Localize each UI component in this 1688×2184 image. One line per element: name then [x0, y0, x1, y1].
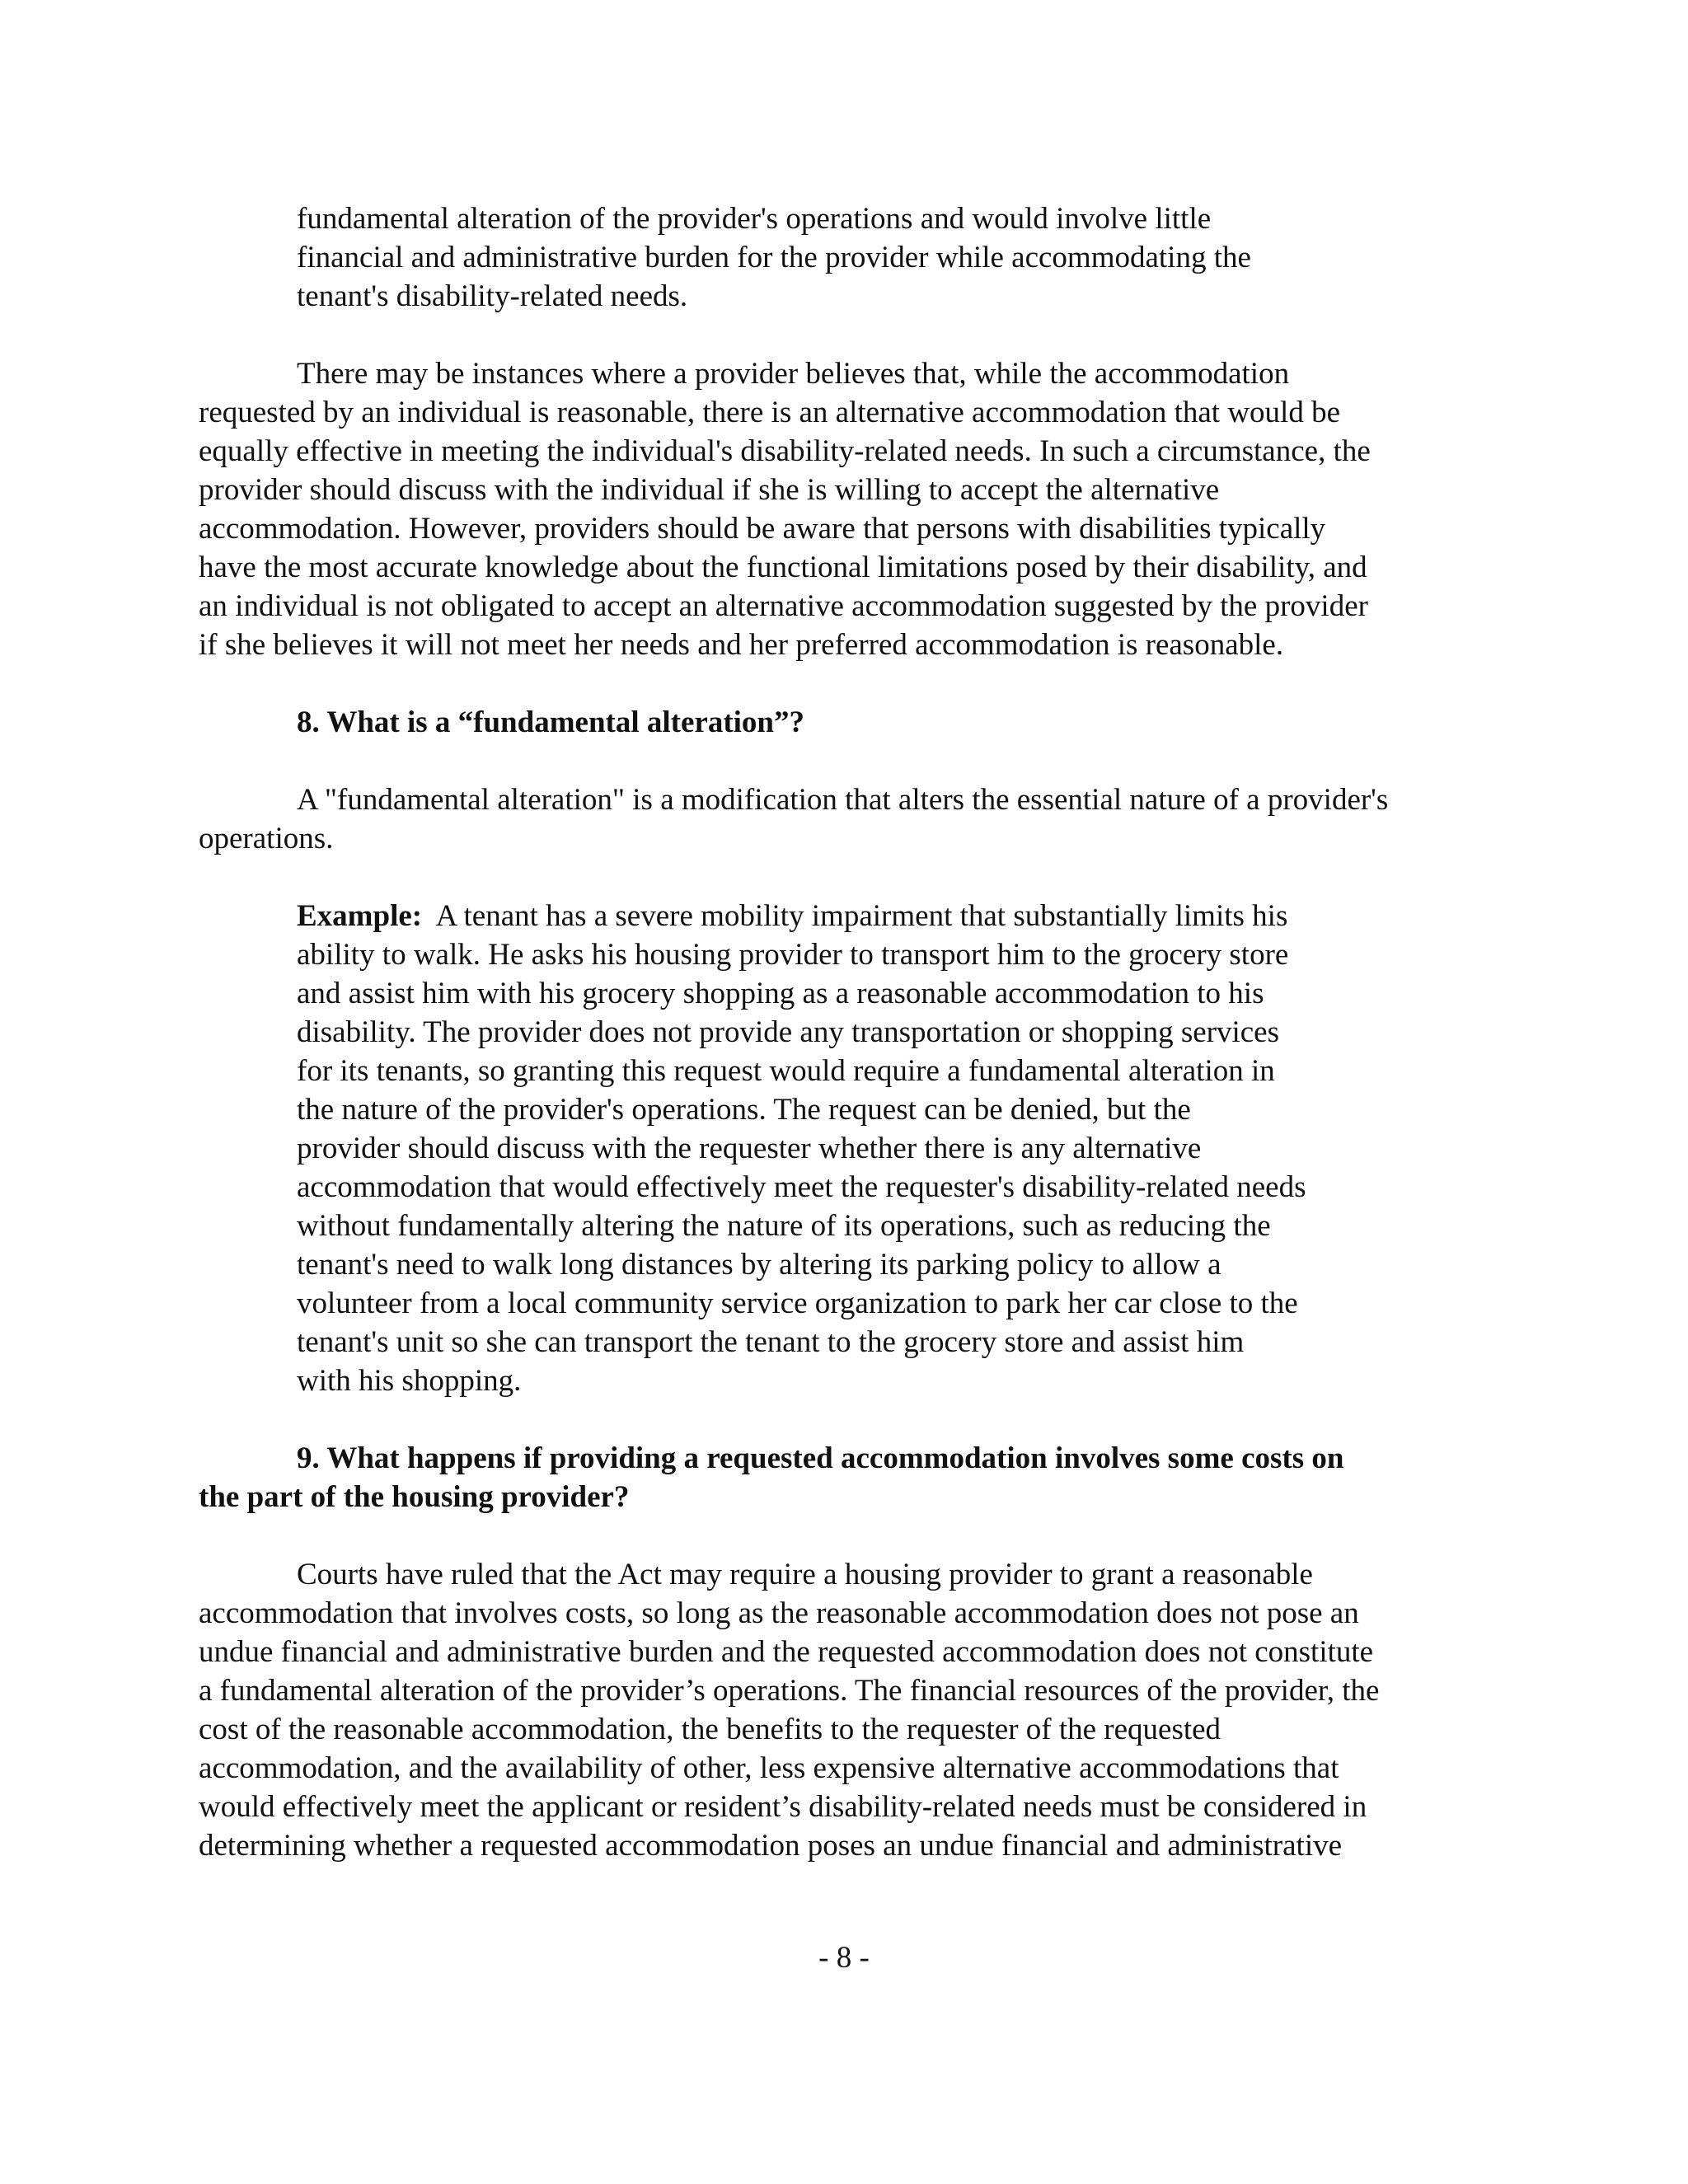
example-line-2: ability to walk. He asks his housing provider to transport him to the grocery store [297, 938, 1289, 972]
alt-paragraph-line-4: provider should discuss with the individual if she is willing to accept the alternative [199, 473, 1220, 507]
example-line-1 [297, 897, 1287, 935]
section-9-body-line-5: cost of the reasonable accommodation, the benefits to the requester of the requested [199, 1713, 1221, 1746]
section-9-heading-line-2: the part of the housing provider? [199, 1480, 630, 1514]
section-9-body-line-6: accommodation, and the availability of other, less expensive alternative accommodations that [199, 1751, 1339, 1785]
continuation-line-3: tenant's disability-related needs. [297, 279, 688, 313]
section-9-heading-line-1: 9. What happens if providing a requested accommodation involves some costs on [297, 1441, 1344, 1475]
alt-paragraph-line-7: an individual is not obligated to accept an alternative accommodation suggested by the provider [199, 589, 1368, 623]
definition-line-2: operations. [199, 822, 334, 855]
example-line-6: the nature of the provider's operations. The request can be denied, but the [297, 1093, 1191, 1127]
example-line-10: tenant's need to walk long distances by altering its parking policy to allow a [297, 1248, 1221, 1282]
example-line-11: volunteer from a local community service organization to park her car close to the [297, 1286, 1298, 1320]
example-line-7: provider should discuss with the requester whether there is any alternative [297, 1132, 1202, 1165]
example-line-13: with his shopping. [297, 1364, 522, 1398]
page-number: - 8 - [818, 1941, 870, 1975]
example-line-4: disability. The provider does not provide any transportation or shopping services [297, 1015, 1279, 1049]
continuation-line-2: financial and administrative burden for the provider while accommodating the [297, 241, 1251, 274]
example-line-9: without fundamentally altering the nature of its operations, such as reducing the [297, 1209, 1271, 1243]
section-9-body-line-3: undue financial and administrative burden and the requested accommodation does not constitute [199, 1635, 1374, 1669]
continuation-line-1: fundamental alteration of the provider's operations and would involve little [297, 202, 1212, 236]
section-8-heading: 8. What is a “fundamental alteration”? [297, 705, 805, 739]
example-line-8: accommodation that would effectively meet the requester's disability-related needs [297, 1170, 1306, 1204]
alt-paragraph-line-5: accommodation. However, providers should be aware that persons with disabilities typically [199, 512, 1326, 546]
alt-paragraph-line-1: There may be instances where a provider believes that, while the accommodation [297, 357, 1290, 391]
example-line-5: for its tenants, so granting this request would require a fundamental alteration in [297, 1054, 1275, 1088]
section-9-body-line-8: determining whether a requested accommodation poses an undue financial and administrative [199, 1829, 1343, 1863]
section-9-body-line-2: accommodation that involves costs, so long as the reasonable accommodation does not pose an [199, 1596, 1359, 1630]
section-9-body-line-4: a fundamental alteration of the provider’s operations. The financial resources of the provider, the [199, 1674, 1380, 1708]
alt-paragraph-line-3: equally effective in meeting the individual's disability-related needs. In such a circumstance, the [199, 434, 1371, 468]
example-line-12: tenant's unit so she can transport the tenant to the grocery store and assist him [297, 1325, 1245, 1359]
example-label: Example: [297, 899, 423, 933]
alt-paragraph-line-2: requested by an individual is reasonable, there is an alternative accommodation that would be [199, 396, 1340, 429]
section-9-body-line-7: would effectively meet the applicant or resident’s disability-related needs must be considered in [199, 1790, 1367, 1824]
example-line-1-text: A tenant has a severe mobility impairment that substantially limits his [422, 899, 1288, 933]
alt-paragraph-line-6: have the most accurate knowledge about the functional limitations posed by their disability, and [199, 551, 1367, 584]
alt-paragraph-line-8: if she believes it will not meet her needs and her preferred accommodation is reasonable. [199, 628, 1284, 662]
example-line-3: and assist him with his grocery shopping as a reasonable accommodation to his [297, 977, 1264, 1010]
section-9-body-line-1: Courts have ruled that the Act may require a housing provider to grant a reasonable [297, 1558, 1313, 1591]
definition-line-1: A "fundamental alteration" is a modification that alters the essential nature of a provider's [297, 783, 1389, 817]
